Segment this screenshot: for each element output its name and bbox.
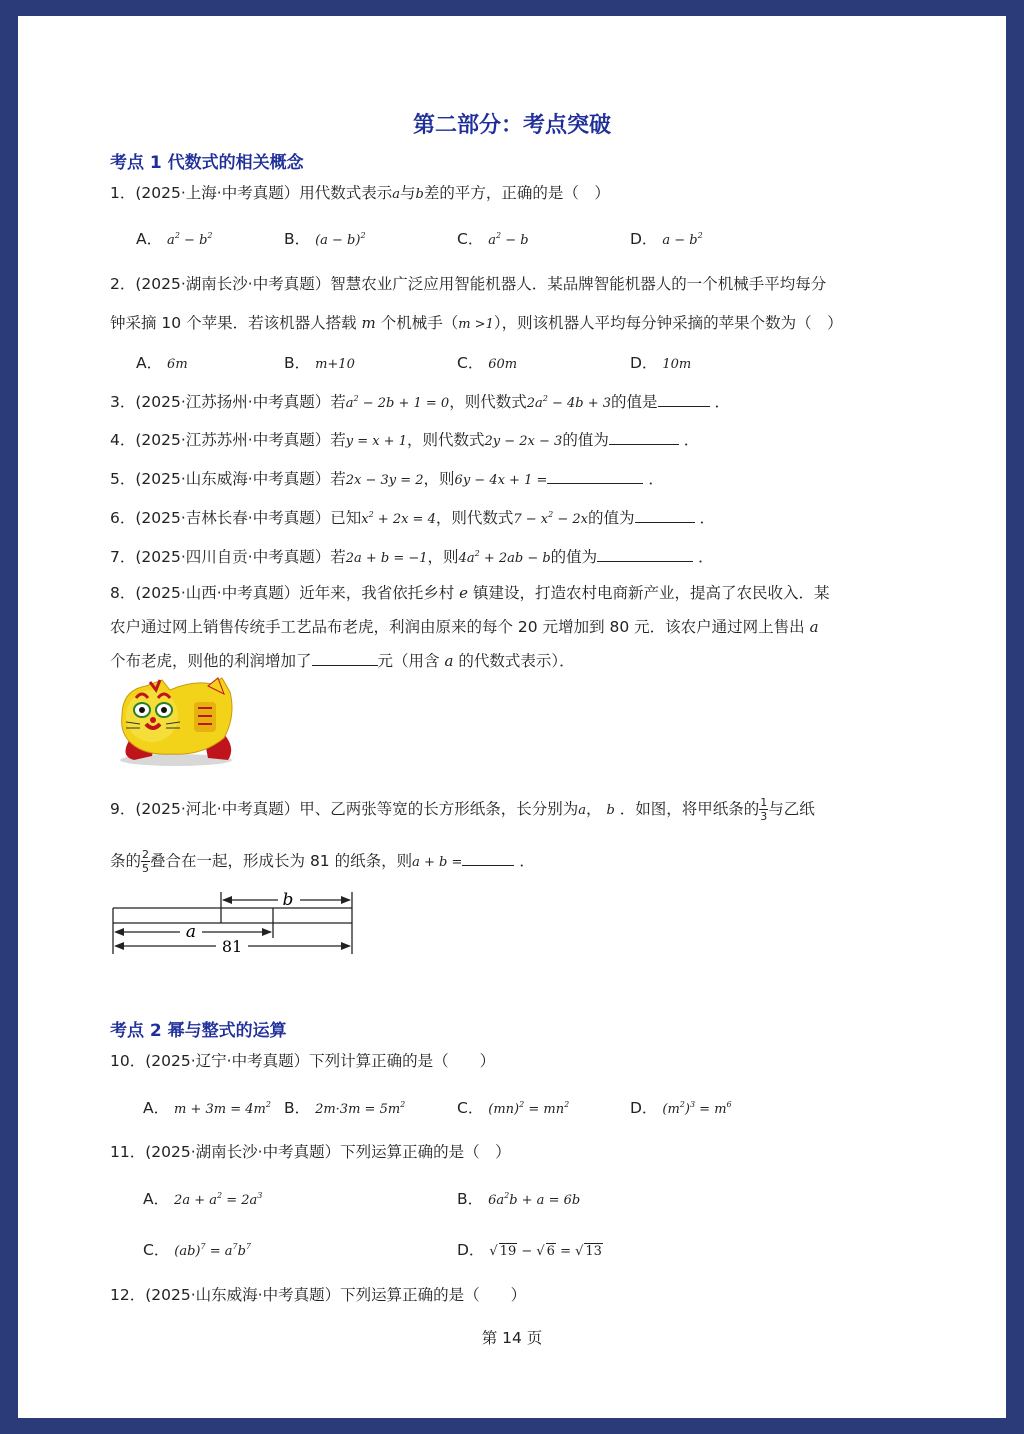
q2-option-c: C． 60m bbox=[457, 354, 518, 372]
q1-option-d: D． $a - b^2$ bbox=[630, 230, 703, 248]
q10-option-a: A． $m + 3m = 4m^2$ bbox=[143, 1099, 271, 1117]
question-3: 3．(2025·江苏扬州·中考真题）若$a^2 - 2b + 1 = 0$，则代数式$2a^2 - 4b + 3$的值是 ． bbox=[110, 393, 730, 411]
question-6: 6．(2025·吉林长春·中考真题）已知$x^2 + 2x = 4$，则代数式$7 - x^2 - 2x$的值为 ． bbox=[110, 509, 715, 527]
q11-option-a: A． $2a + a^2 = 2a^3$ bbox=[143, 1190, 263, 1208]
question-2-line1: 2．(2025·湖南长沙·中考真题）智慧农业广泛应用智能机器人．某品牌智能机器人的一个机械手平均每分 bbox=[110, 275, 827, 293]
fig-label-total: 81 bbox=[221, 937, 243, 956]
q2-option-d: D． 10m bbox=[630, 354, 692, 372]
question-8-line2: 农户通过网上销售传统手工艺品布老虎，利润由原来的每个 20 元增加到 80 元．该农户通过网上售出 a bbox=[110, 618, 819, 636]
question-9-line1: 9．(2025·河北·中考真题）甲、乙两张等宽的长方形纸条，长分别为a， b ．如图，将甲纸条的 $\frac{1}{3}$ 与乙纸 bbox=[110, 796, 815, 823]
q2-option-a: A． 6m bbox=[136, 354, 188, 372]
question-8-line1: 8．(2025·山西·中考真题）近年来，我省依托乡村 e 镇建设，打造农村电商新产业，提高了农民收入．某 bbox=[110, 584, 830, 602]
question-8-line3: 个布老虎，则他的利润增加了 元（用含 a 的代数式表示）． bbox=[110, 652, 575, 670]
q2-option-b: B． m+10 bbox=[284, 354, 355, 372]
question-2-line2: 钟采摘 10 个苹果．若该机器人搭载 m 个机械手（m >1），则该机器人平均每分钟采摘的苹果个数为（ ） bbox=[110, 314, 843, 332]
question-1: 1．(2025·上海·中考真题）用代数式表示a与b差的平方，正确的是（ ） bbox=[110, 184, 610, 202]
question-4: 4．(2025·江苏苏州·中考真题）若y = x + 1，则代数式2y − 2x − 3的值为 ． bbox=[110, 431, 700, 449]
question-7: 7．(2025·四川自贡·中考真题）若2a + b = −1，则$4a^2 + 2ab - b$的值为 ． bbox=[110, 548, 714, 566]
section-heading-1: 考点 1 代数式的相关概念 bbox=[110, 153, 304, 173]
q10-option-c: C． $(mn)^2 = mn^2$ bbox=[457, 1099, 570, 1117]
q11-option-c: C． $(ab)^7 = a^7b^7$ bbox=[143, 1241, 252, 1259]
cloth-tiger-image bbox=[112, 676, 236, 768]
q10-option-d: D． $(m^2)^3 = m^6$ bbox=[630, 1099, 732, 1117]
question-11: 11．(2025·湖南长沙·中考真题）下列运算正确的是（ ） bbox=[110, 1143, 511, 1161]
section-heading-2: 考点 2 幂与整式的运算 bbox=[110, 1021, 287, 1041]
q1-option-a: A． $a^2 - b^2$ bbox=[136, 230, 213, 248]
fig-label-a: a bbox=[185, 922, 197, 942]
q11-option-d: D． √ 19 − √ 6 = √ 13 bbox=[457, 1241, 602, 1259]
q10-option-b: B． $2m\cdot 3m = 5m^2$ bbox=[284, 1099, 406, 1117]
question-12: 12．(2025·山东威海·中考真题）下列运算正确的是（ ） bbox=[110, 1286, 527, 1304]
q9-strip-diagram bbox=[110, 886, 360, 958]
page-title: 第二部分：考点突破 bbox=[412, 113, 611, 138]
question-10: 10．(2025·辽宁·中考真题）下列计算正确的是（ ） bbox=[110, 1052, 496, 1070]
question-5: 5．(2025·山东威海·中考真题）若2x − 3y = 2，则6y − 4x + 1 = ． bbox=[110, 470, 664, 488]
q11-option-b: B． $6a^2b + a = 6b$ bbox=[457, 1190, 581, 1208]
question-9-line2: 条的 $\frac{2}{5}$ 叠合在一起，形成长为 81 的纸条，则a + b = ． bbox=[110, 848, 535, 875]
page-footer: 第 14 页 bbox=[481, 1329, 543, 1347]
q1-option-c: C． $a^2 - b$ bbox=[457, 230, 529, 248]
q1-option-b: B． $(a - b)^2$ bbox=[284, 230, 366, 248]
fig-label-b: b bbox=[282, 890, 294, 910]
